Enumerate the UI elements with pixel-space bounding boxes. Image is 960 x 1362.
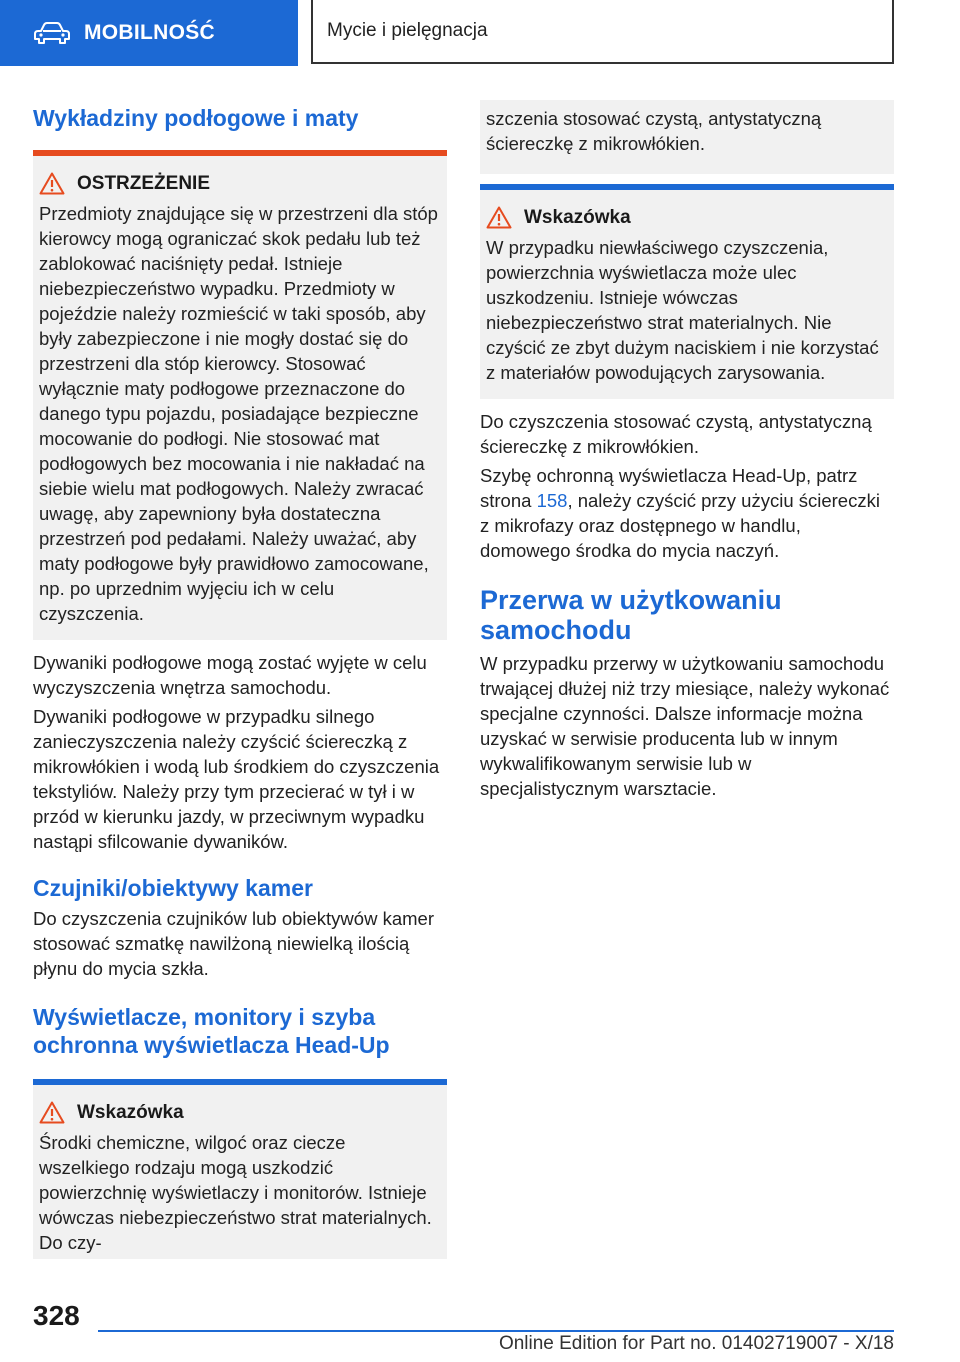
chapter-box	[311, 0, 894, 64]
warning-title: OSTRZEŻENIE	[77, 172, 211, 194]
displays-paragraph-2-text-end: , należy czyścić przy użyciu ściereczki z mikrofazy oraz dostępnego w handlu, domowego środka do mycia naczyń.	[480, 490, 880, 561]
note-text: W przypadku niewłaściwego czyszczenia, powierzchnia wyświetlacza może ulec uszkodzeniu. Istnieje wówczas niebezpieczeństwo strat materialnych. Nie czyścić ze zbyt dużym naciskiem i nie korzystać z materiałów powodujących zarysowania.	[486, 237, 879, 383]
displays-paragraph-1: Do czyszczenia stosować czystą, antystatyczną ściereczkę z mikrowłókien.	[480, 411, 872, 457]
note-title: Wskazówka	[524, 206, 631, 228]
note-continued-text: szczenia stosować czystą, antystatyczną ściereczkę z mikrowłókien.	[486, 108, 822, 154]
warning-triangle-icon	[39, 1101, 65, 1124]
displays-heading: Wyświetlacze, monitory i szyba ochronna wyświetlacza Head-Up	[33, 1004, 390, 1058]
section-label: MOBILNOŚĆ	[84, 21, 216, 44]
car-icon	[34, 22, 70, 44]
displays-paragraph-2-text: Szybę ochronną wyświetlacza Head-Up, patrz strona	[480, 465, 858, 511]
warning-text: Przedmioty znajdujące się w przestrzeni dla stóp kierowcy mogą ograniczać skok pedału lub też zablokować naciśnięty pedał. Istnieje niebezpieczeństwo wypadku. Przedmioty w pojeździe należy rozmieścić w taki sposób, aby były zabezpieczone i nie mogły dostać się do przestrzeni dla stóp kierowcy. Stosować wyłącznie maty podłogowe przeznaczone do danego typu pojazdu, posiadające bezpieczne mocowanie do podłogi. Nie stosować mat podłogowych bez mocowania i nie nakładać na siebie wielu mat podłogowych. Należy zwracać uwagę, aby zapewniony była dostateczna przestrzeń pod pedałami. Należy uważać, aby maty podłogowe były prawidłowo zamocowane, np. po uprzednim wyjęciu ich w celu czyszczenia.	[39, 203, 438, 624]
section-tab	[0, 0, 298, 66]
floor-mats-paragraph-2: Dywaniki podłogowe w przypadku silnego zanieczyszczenia należy czyścić ściereczką z mikrowłókien i wodą lub środkiem do czyszczenia tekstyliów. Należy przy tym przecierać w tył i w przód w kierunku jazdy, w przeciwnym wypadku nastąpi sfilcowanie dywaników.	[33, 706, 440, 852]
note-box-continued	[480, 100, 894, 174]
note-title: Wskazówka	[77, 1101, 184, 1123]
footer-edition: Online Edition for Part no. 01402719007 - X/18	[498, 1333, 894, 1354]
displays-paragraph-2	[480, 463, 894, 563]
page-header	[0, 0, 960, 66]
chapter-title: Mycie i pielęgnacja	[327, 20, 488, 41]
warning-box	[33, 150, 447, 640]
warning-triangle-icon	[486, 206, 512, 229]
right-column	[480, 100, 894, 801]
footer-rule	[98, 1330, 894, 1332]
floor-mats-paragraph-1: Dywaniki podłogowe mogą zostać wyjęte w celu wyczyszczenia wnętrza samochodu.	[33, 652, 427, 698]
left-column	[33, 100, 447, 1259]
page-number: 328	[33, 1300, 80, 1331]
page-link-158[interactable]: 158	[536, 490, 568, 511]
sensors-paragraph: Do czyszczenia czujników lub obiektywów kamer stosować szmatkę nawilżoną niewielką ilością płynu do mycia szkła.	[33, 908, 434, 979]
note-box-header	[39, 1101, 441, 1124]
floor-mats-heading: Wykładziny podłogowe i maty	[33, 105, 359, 131]
downtime-heading: Przerwa w użytkowaniu samochodu	[480, 585, 782, 645]
warning-triangle-icon	[39, 172, 65, 195]
sensors-heading: Czujniki/obiektywy kamer	[33, 875, 313, 901]
warning-box-header	[39, 172, 441, 195]
note-box-header	[486, 206, 888, 229]
note-box-right	[480, 184, 894, 399]
note-text: Środki chemiczne, wilgoć oraz ciecze wszelkiego rodzaju mogą uszkodzić powierzchnię wyświetlaczy i monitorów. Istnieje wówczas niebezpieczeństwo strat materialnych. Do czy-	[39, 1132, 432, 1253]
note-box-left	[33, 1079, 447, 1259]
downtime-paragraph: W przypadku przerwy w użytkowaniu samochodu trwającej dłużej niż trzy miesiące, należy wykonać specjalne czynności. Dalsze informacje można uzyskać w serwisie producenta lub w innym wykwalifikowanym serwisie lub w specjalistycznym warsztacie.	[480, 653, 890, 799]
